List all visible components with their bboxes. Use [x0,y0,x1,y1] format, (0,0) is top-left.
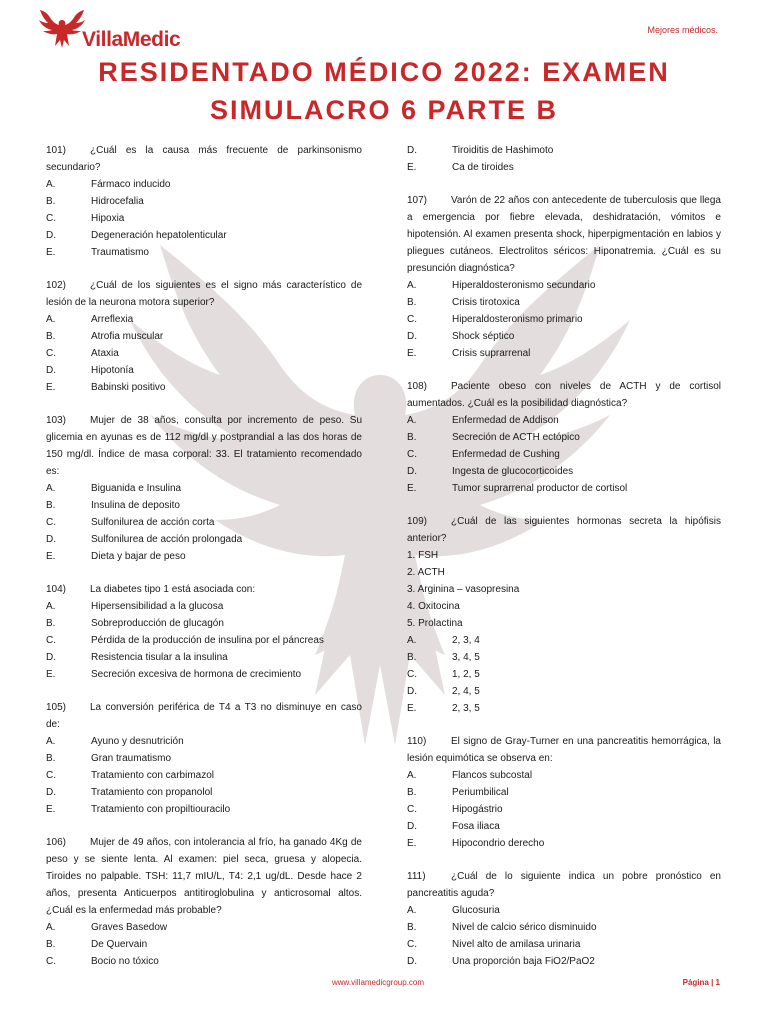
option-a [46,733,362,750]
option-a [407,632,721,649]
option-letter: B. [407,787,417,798]
option-letter: C. [46,213,56,224]
option-b [407,294,721,311]
option-e [407,700,721,717]
question-107 [407,192,721,362]
question-111 [407,868,721,970]
option-letter: D. [46,652,56,663]
option-text: 2, 4, 5 [452,686,480,697]
option-letter: D. [407,821,417,832]
logo-text: VillaMedic [82,28,181,51]
option-text: Secreción excesiva de hormona de crecimiento [91,669,302,680]
option-letter: E. [46,804,56,815]
option-b [46,328,362,345]
tagline: Mejores médicos. [647,25,718,35]
option-e [46,666,362,683]
option-c [46,514,362,531]
option-b [46,936,362,953]
option-letter: D. [407,466,417,477]
page-number: Página | 1 [682,978,720,987]
option-e [407,480,721,497]
option-text: Glucosuria [452,905,500,916]
option-letter: B. [46,196,56,207]
left-column [46,142,362,970]
option-d [407,328,721,345]
option-text: Dieta y bajar de peso [91,551,186,562]
option-text: Ingesta de glucocorticoides [452,466,574,477]
option-text: 2, 3, 5 [452,703,480,714]
option-text: Sobreproducción de glucagón [91,618,224,629]
option-text: Sulfonilurea de acción prolongada [91,534,243,545]
option-d [407,953,721,970]
option-text: Shock séptico [452,331,515,342]
option-letter: E. [46,382,56,393]
option-e [407,835,721,852]
option-text: Resistencia tisular a la insulina [91,652,228,663]
option-text: Hipoxia [91,213,125,224]
option-letter: D. [407,145,417,156]
option-text: Ayuno y desnutrición [91,736,184,747]
option-letter: A. [46,483,56,494]
option-letter: B. [407,432,417,443]
option-letter: E. [46,669,56,680]
option-c [46,953,362,970]
option-text: Fosa iliaca [452,821,500,832]
option-c [46,210,362,227]
option-text: Hiperaldosteronismo primario [452,314,583,325]
option-text: Sulfonilurea de acción corta [91,517,215,528]
option-letter: D. [46,365,56,376]
option-letter: A. [407,415,417,426]
question-108 [407,378,721,497]
option-text: Tratamiento con propiltiouracilo [91,804,231,815]
question-105 [46,699,362,818]
option-letter: D. [46,787,56,798]
option-b [46,497,362,514]
question-stem: ¿Cuál de los siguientes es el signo más característico de lesión de la neurona motora superior? [46,280,362,308]
option-letter: C. [407,449,417,460]
option-letter: A. [407,770,417,781]
option-d [407,463,721,480]
question-number: 110) [407,736,427,747]
option-text: Degeneración hepatolenticular [91,230,227,241]
option-text: Hiperaldosteronismo secundario [452,280,596,291]
option-letter: C. [46,348,56,359]
option-a [46,480,362,497]
option-d [407,683,721,700]
option-text: Crisis suprarrenal [452,348,531,359]
question-number: 101) [46,145,67,156]
option-letter: A. [46,179,56,190]
option-letter: E. [407,483,417,494]
option-letter: A. [46,922,56,933]
option-b [46,750,362,767]
option-text: Periumbilical [452,787,509,798]
option-text: Pérdida de la producción de insulina por el páncreas [91,635,324,646]
title-line-1: RESIDENTADO MÉDICO 2022: EXAMEN [98,57,670,87]
title-line-2: SIMULACRO 6 PARTE B [209,95,558,125]
option-letter: C. [407,669,417,680]
option-text: 3, 4, 5 [452,652,480,663]
option-letter: E. [407,162,417,173]
question-number: 109) [407,516,428,527]
option-text: Nivel alto de amilasa urinaria [452,939,581,950]
option-d [407,142,721,159]
option-d [46,649,362,666]
question-stem: ¿Cuál de lo siguiente indica un pobre pronóstico en pancreatitis aguda? [407,871,721,899]
option-text: Atrofia muscular [91,331,164,342]
option-text: Crisis tirotoxica [452,297,520,308]
right-column [407,142,721,970]
option-letter: A. [407,905,417,916]
option-text: Enfermedad de Addison [452,415,559,426]
option-b [407,784,721,801]
option-text: Hidrocefalia [91,196,144,207]
option-letter: B. [407,922,417,933]
option-b [46,615,362,632]
question-stem: La conversión periférica de T4 a T3 no disminuye en caso de: [46,702,362,730]
option-text: Hipersensibilidad a la glucosa [91,601,224,612]
option-c [46,767,362,784]
question-number: 107) [407,195,428,206]
option-b [407,429,721,446]
option-letter: A. [407,280,417,291]
option-text: Hipocondrio derecho [452,838,545,849]
question-stem: El signo de Gray-Turner en una pancreatitis hemorrágica, la lesión equimótica se observa en: [407,736,721,764]
page-title [0,53,768,129]
question-stem: Mujer de 49 años, con intolerancia al frío, ha ganado 4Kg de peso y se siente lenta. Al examen: piel seca, gruesa y alopecia. Tiroides no palpable. TSH: 11,7 mIU/L, T4: 2,1 ug/dL. Desde hace 2 años, presenta Anticuerpos antitiroglobulina y anticrosomal altos. ¿Cuál es la enfermedad más probable? [46,837,362,916]
option-letter: C. [407,314,417,325]
eagle-logo-icon [38,10,86,50]
option-text: Hipogástrio [452,804,503,815]
option-text: Enfermedad de Cushing [452,449,560,460]
option-c [46,632,362,649]
question-104 [46,581,362,683]
question-103 [46,412,362,565]
option-a [407,902,721,919]
question-102 [46,277,362,396]
option-letter: B. [46,753,56,764]
option-b [407,919,721,936]
option-text: Bocio no tóxico [91,956,159,967]
question-106 [46,834,362,970]
option-e [46,379,362,396]
option-letter: A. [407,635,417,646]
question-109 [407,513,721,717]
option-text: Ca de tiroides [452,162,514,173]
option-c [407,446,721,463]
list-item: 2. ACTH [407,567,445,578]
option-e [46,244,362,261]
option-a [407,277,721,294]
option-text: Tiroiditis de Hashimoto [452,145,554,156]
footer-url-link[interactable]: www.villamedicgroup.com [332,978,425,987]
villamedic-logo[interactable] [38,10,198,50]
option-letter: C. [407,939,417,950]
option-letter: C. [46,956,56,967]
option-letter: B. [46,618,56,629]
option-b [407,649,721,666]
question-106-continued [407,142,721,176]
option-b [46,193,362,210]
option-text: Traumatismo [91,247,149,258]
option-letter: B. [407,297,417,308]
option-c [407,936,721,953]
question-number: 103) [46,415,67,426]
option-d [46,227,362,244]
option-text: Tratamiento con propanolol [91,787,213,798]
option-text: Graves Basedow [91,922,168,933]
option-letter: E. [407,838,417,849]
list-item: 1. FSH [407,550,439,561]
question-number: 108) [407,381,428,392]
option-a [407,412,721,429]
option-c [46,345,362,362]
option-a [46,598,362,615]
option-c [407,666,721,683]
option-text: Tratamiento con carbimazol [91,770,215,781]
question-number: 111) [407,871,426,882]
option-text: Biguanida e Insulina [91,483,182,494]
option-text: Arreflexia [91,314,134,325]
option-e [46,548,362,565]
option-a [46,311,362,328]
list-item: 3. Arginina – vasopresina [407,584,520,595]
option-a [46,919,362,936]
option-c [407,311,721,328]
option-a [46,176,362,193]
list-item: 5. Prolactina [407,618,463,629]
option-text: Insulina de deposito [91,500,180,511]
option-text: Babinski positivo [91,382,166,393]
question-stem: Paciente obeso con niveles de ACTH y de cortisol aumentados. ¿Cuál es la posibilidad diagnóstica? [407,381,721,409]
option-text: Fármaco inducido [91,179,171,190]
option-letter: A. [46,314,56,325]
option-letter: B. [46,939,56,950]
option-text: De Quervain [91,939,148,950]
question-number: 102) [46,280,67,291]
option-text: Nivel de calcio sérico disminuido [452,922,597,933]
option-letter: B. [46,331,56,342]
option-letter: A. [46,601,56,612]
question-number: 104) [46,584,67,595]
option-letter: C. [46,635,56,646]
question-number: 106) [46,837,67,848]
option-letter: A. [46,736,56,747]
list-item: 4. Oxitocina [407,601,460,612]
option-text: 2, 3, 4 [452,635,480,646]
option-letter: D. [407,956,417,967]
option-text: Secreción de ACTH ectópico [452,432,580,443]
option-letter: C. [46,770,56,781]
option-d [46,362,362,379]
option-letter: D. [46,534,56,545]
option-letter: B. [407,652,417,663]
option-letter: D. [407,331,417,342]
question-stem: ¿Cuál de las siguientes hormonas secreta la hipófisis anterior? [407,516,721,544]
option-letter: E. [46,551,56,562]
option-text: Gran traumatismo [91,753,172,764]
question-number: 105) [46,702,67,713]
option-letter: C. [407,804,417,815]
option-letter: D. [407,686,417,697]
option-a [407,767,721,784]
option-d [46,784,362,801]
option-text: Una proporción baja FiO2/PaO2 [452,956,595,967]
option-letter: D. [46,230,56,241]
option-d [407,818,721,835]
option-text: Hipotonía [91,365,134,376]
option-e [407,159,721,176]
question-stem: Mujer de 38 años, consulta por incremento de peso. Su glicemia en ayunas es de 112 mg/dl y postprandial a las dos horas de 150 mg/dl. Índice de masa corporal: 33. El tratamiento recomendado es: [46,415,362,477]
option-text: Ataxia [91,348,119,359]
question-101 [46,142,362,261]
option-letter: B. [46,500,56,511]
option-d [46,531,362,548]
option-letter: E. [407,703,417,714]
option-e [407,345,721,362]
option-e [46,801,362,818]
option-c [407,801,721,818]
option-text: Flancos subcostal [452,770,533,781]
option-letter: E. [407,348,417,359]
option-letter: E. [46,247,56,258]
question-stem: Varón de 22 años con antecedente de tuberculosis que llega a emergencia por fiebre elevada, deshidratación, vómitos e hipotensión. Al examen presenta shock, hiperpigmentación en labios y pliegues cutáneos. Electrolitos séricos: Hiponatremia. ¿Cuál es su presunción diagnóstica? [407,195,721,274]
question-stem: La diabetes tipo 1 está asociada con: [90,584,256,595]
option-letter: C. [46,517,56,528]
question-stem: ¿Cuál es la causa más frecuente de parkinsonismo secundario? [46,145,362,173]
question-110 [407,733,721,852]
option-text: 1, 2, 5 [452,669,480,680]
option-text: Tumor suprarrenal productor de cortisol [452,483,628,494]
